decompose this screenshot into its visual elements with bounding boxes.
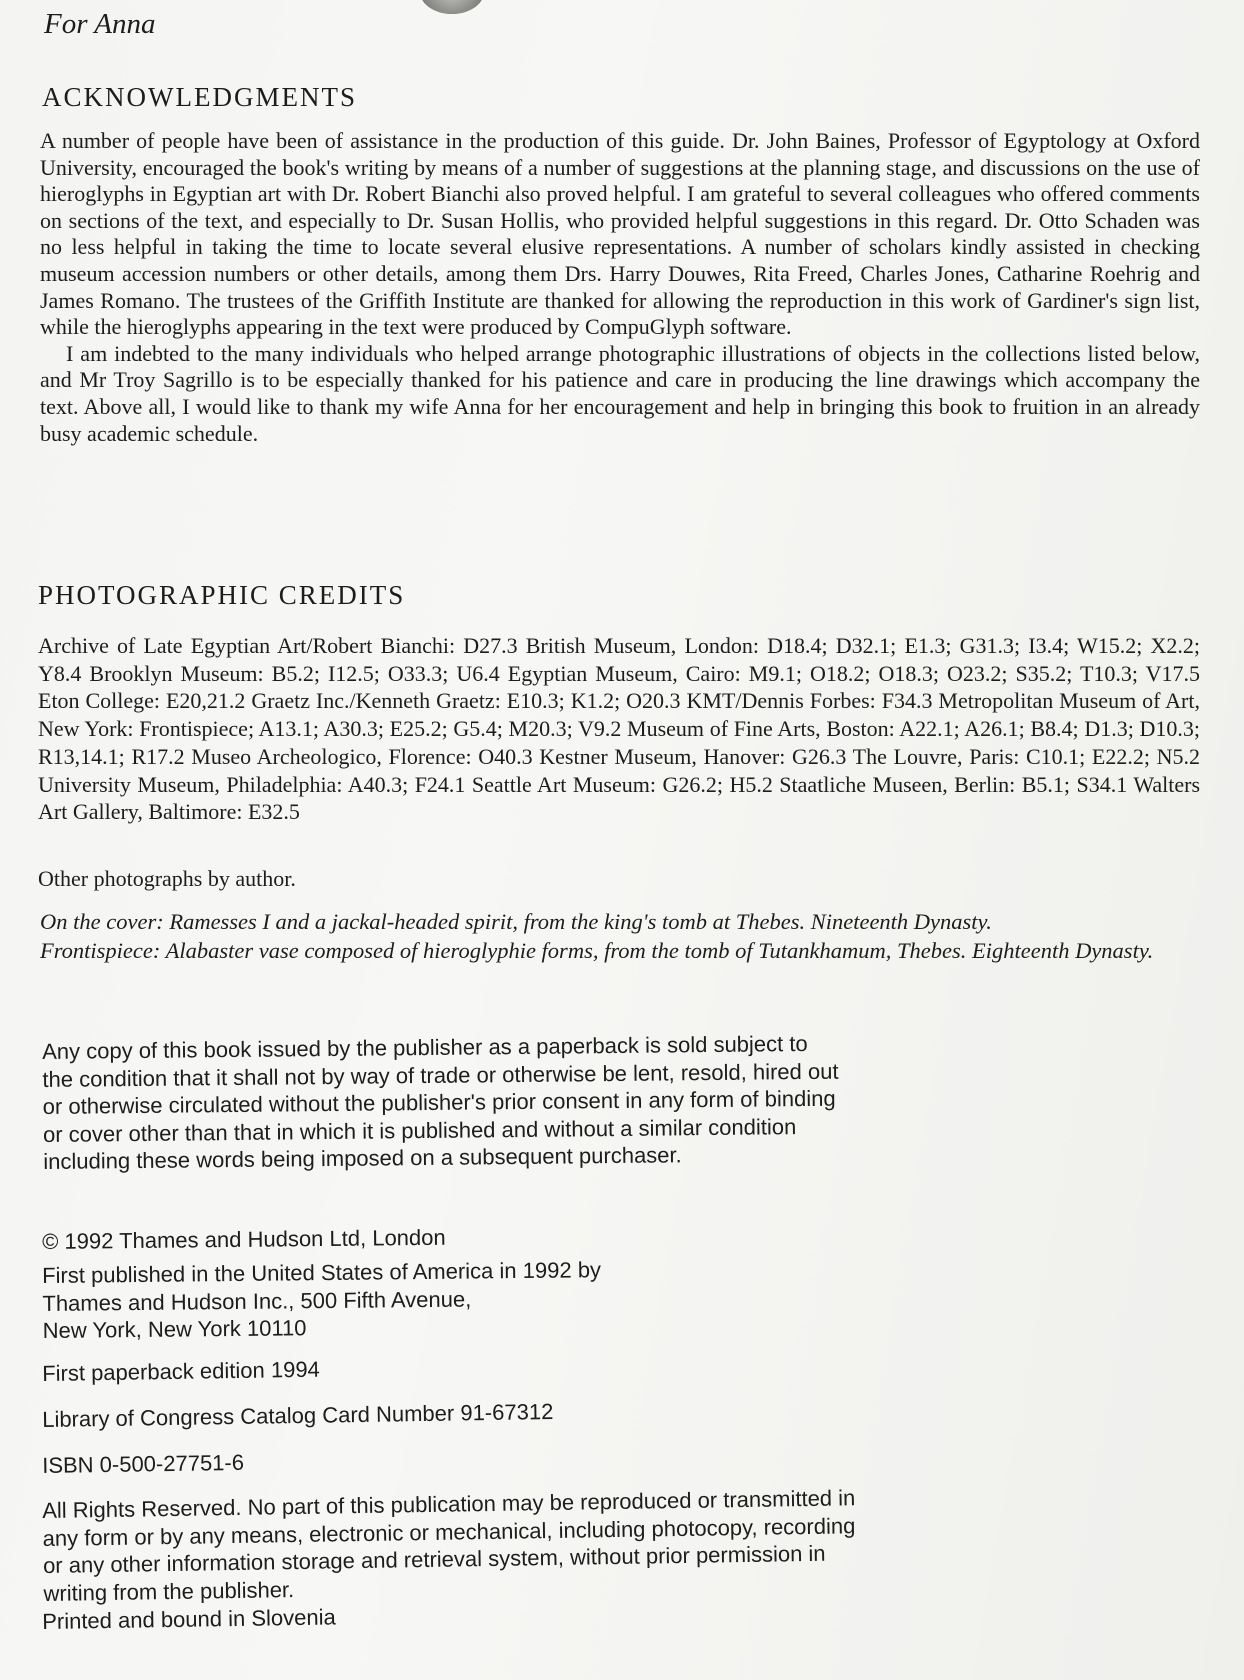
- rights-reserved-notice: [42, 1484, 864, 1607]
- frontispiece-caption: Frontispiece: Alabaster vase composed of hieroglyphie forms, from the tomb of Tutankhamum, Thebes. Eighteenth Dynasty.: [40, 937, 1154, 963]
- library-of-congress-text: Library of Congress Catalog Card Number 91-67312: [42, 1398, 554, 1432]
- photographic-credits-heading: PHOTOGRAPHIC CREDITS: [38, 580, 406, 610]
- printed-in: [42, 1603, 336, 1635]
- copyright-page: [38, 0, 1208, 1680]
- acknowledgments-heading: ACKNOWLEDGMENTS: [42, 82, 357, 112]
- paperback-edition: [42, 1356, 320, 1388]
- photographic-credits-list: Archive of Late Egyptian Art/Robert Bianchi: D27.3 British Museum, London: D18.4; D32.1; E1.3; G31.3; I3.4; W15.2; X2.2; Y8.4 Brooklyn Museum: B5.2; I12.5; O33.3; U6.4 Egyptian Museum, Cairo: M9.1; O18.2; O18.3; O23.2; S35.2; T10.3; V17.5 Eton College: E20,21.2 Graetz Inc./Kenneth Graetz: E10.3; K1.2; O20.3 KMT/Dennis Forbes: F34.3 Metropolitan Museum of Art, New York: Frontispiece; A13.1; A30.3; E25.2; G5.4; M20.3; V9.2 Museum of Fine Arts, Boston: A22.1; A26.1; B8.4; D1.3; D10.3; R13,14.1; R17.2 Museo Archeologico, Florence: O40.3 Kestner Museum, Hanover: G26.3 The Louvre, Paris: C10.1; E22.2; N5.2 University Museum, Philadelphia: A40.3; F24.1 Seattle Art Museum: G26.2; H5.2 Staatliche Museen, Berlin: B5.1; S34.1 Walters Art Gallery, Baltimore: E32.5: [38, 633, 1200, 825]
- cover-caption: On the cover: Ramesses I and a jackal-headed spirit, from the king's tomb at Thebes. Nineteenth Dynasty.: [40, 909, 992, 934]
- paperback-edition-text: First paperback edition 1994: [42, 1356, 320, 1386]
- library-of-congress-number: [42, 1398, 554, 1434]
- first-published-line-2: Thames and Hudson Inc., 500 Fifth Avenue,: [42, 1286, 472, 1316]
- copyright-text: © 1992 Thames and Hudson Ltd, London: [42, 1224, 446, 1254]
- paperback-condition-text: Any copy of this book issued by the publisher as a paperback is sold subject to the condition that it shall not by way of trade or otherwise be lent, resold, hired out or otherwise circulated without the publisher's prior consent in any form of binding or cover other than that in which it is published and without a similar condition including these words being imposed on a subsequent purchaser.: [42, 1030, 839, 1174]
- acknowledgments-text: [40, 128, 1200, 447]
- dedication: For Anna: [44, 8, 156, 40]
- acknowledgments-paragraph-2: I am indebted to the many individuals who helped arrange photographic illustrations of objects in the collections listed below, and Mr Troy Sagrillo is to be especially thanked for his patience and care in producing the line drawings which accompany the text. Above all, I would like to thank my wife Anna for her encouragement and help in bringing this book to fruition in an already busy academic schedule.: [40, 340, 1200, 446]
- paperback-condition-notice: [42, 1030, 843, 1176]
- first-published-line-3: New York, New York 10110: [42, 1315, 307, 1343]
- isbn-text: ISBN 0-500-27751-6: [42, 1449, 245, 1478]
- isbn: [42, 1449, 244, 1480]
- printed-in-text: Printed and bound in Slovenia: [42, 1604, 336, 1634]
- first-published-block: [42, 1256, 602, 1344]
- cover-captions: [40, 908, 1170, 965]
- first-published-line-1: First published in the United States of America in 1992 by: [42, 1257, 602, 1288]
- acknowledgments-paragraph-1: A number of people have been of assistance in the production of this guide. Dr. John Baines, Professor of Egyptology at Oxford University, encouraged the book's writing by means of a number of suggestions at the planning stage, and discussions on the use of hieroglyphs in Egyptian art with Dr. Robert Bianchi also proved helpful. I am grateful to several colleagues who offered comments on sections of the text, and especially to Dr. Susan Hollis, who provided helpful suggestions in this regard. Dr. Otto Schaden was no less helpful in taking the time to locate several elusive representations. A number of scholars kindly assisted in checking museum accession numbers or other details, among them Drs. Harry Douwes, Rita Freed, Charles Jones, Catharine Roehrig and James Romano. The trustees of the Griffith Institute are thanked for allowing the reproduction in this work of Gardiner's sign list, while the hieroglyphs appearing in the text were produced by CompuGlyph software.: [40, 128, 1200, 340]
- photographic-credits-other: Other photographs by author.: [38, 866, 296, 891]
- rights-reserved-text: All Rights Reserved. No part of this publication may be reproduced or transmitted in any form or by any means, electronic or mechanical, including photocopy, recording or any other information storage and retrieval system, without prior permission in writing from the publisher.: [42, 1485, 856, 1606]
- copyright-line: [42, 1224, 446, 1256]
